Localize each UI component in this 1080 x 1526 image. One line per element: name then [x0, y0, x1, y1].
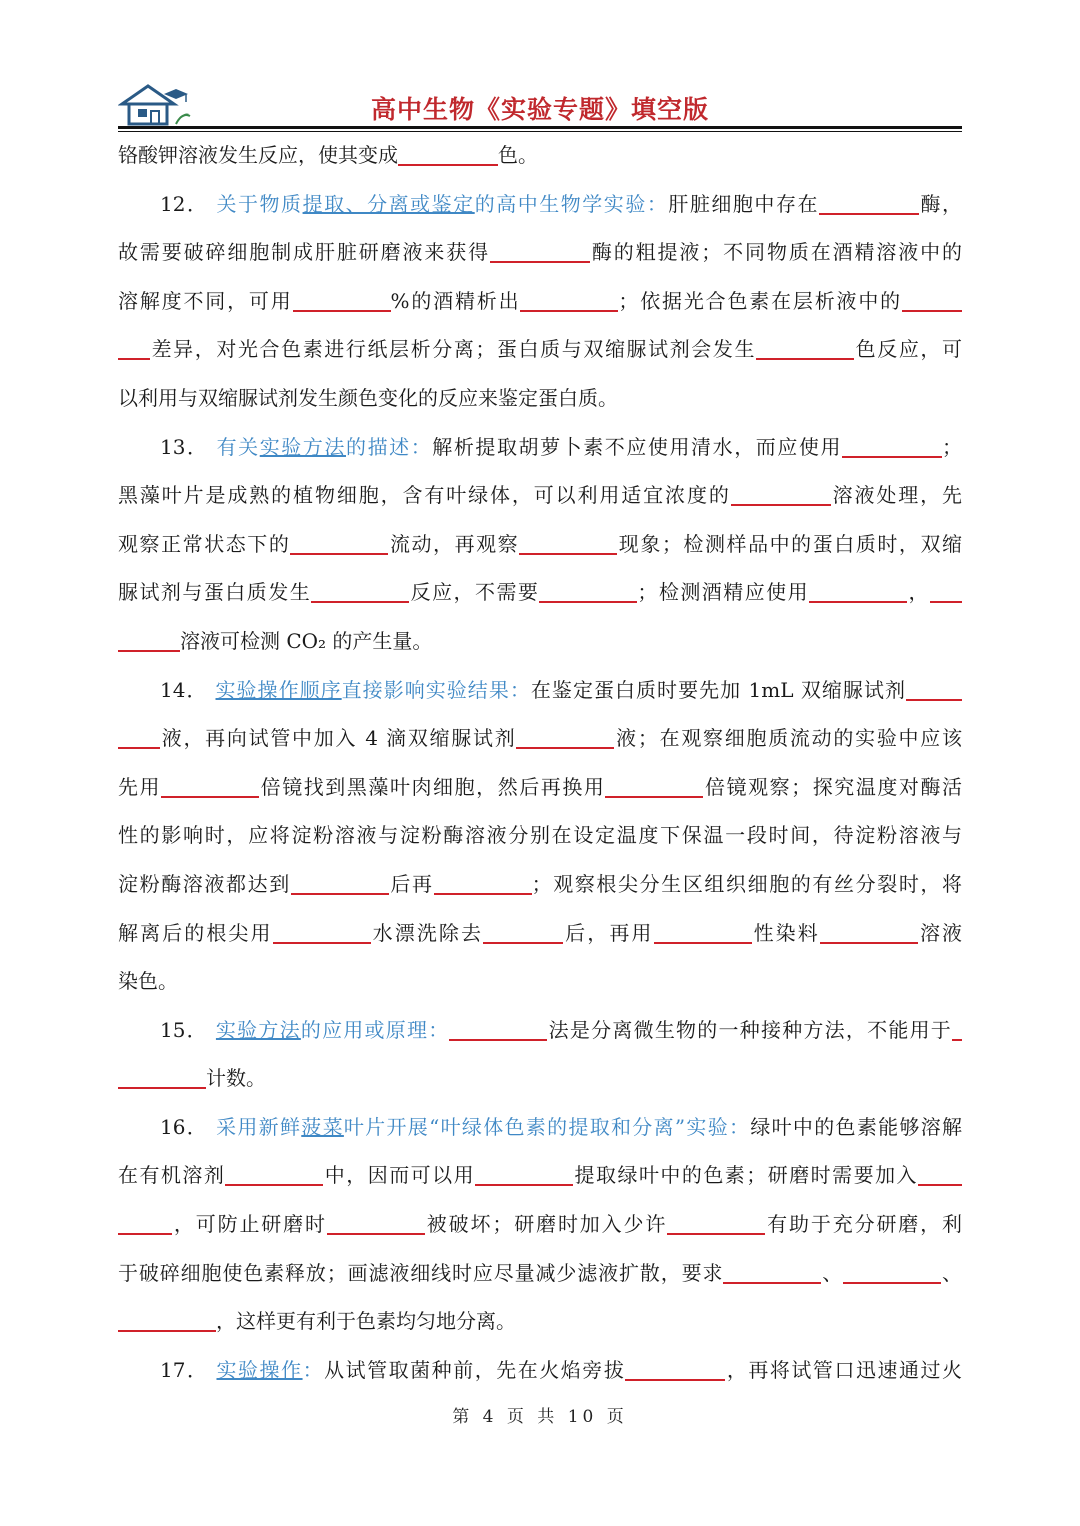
text-line: [118, 1006, 962, 1055]
question-topic: [216, 1018, 450, 1042]
line-text: 现象；检测样品中的蛋白质时，双缩: [617, 531, 962, 556]
text-line: [118, 957, 962, 1006]
answer-blank[interactable]: [654, 922, 752, 944]
line-text: 铬酸钾溶液发生反应，使其变成: [118, 143, 398, 167]
answer-blank[interactable]: [843, 1262, 941, 1284]
question-topic: [216, 1358, 324, 1382]
question-topic: [216, 678, 531, 702]
document-title: 高中生物《实验专题》填空版: [370, 95, 709, 124]
line-text: 性染料: [751, 920, 820, 945]
question-number: 12．: [160, 191, 209, 216]
topic-text: ：: [302, 1357, 325, 1382]
text-line: [118, 180, 962, 229]
line-text: 溶液可检测 CO₂ 的产生量。: [180, 628, 433, 653]
line-text: 提取绿叶中的色素；研磨时需要加入: [573, 1163, 919, 1188]
text-line: [118, 325, 962, 374]
header-rule-thick: [118, 126, 962, 129]
answer-blank[interactable]: [731, 484, 831, 506]
line-text: 后，再用: [563, 920, 654, 945]
answer-blank[interactable]: [161, 776, 259, 798]
text-line: [118, 471, 962, 520]
line-text: 、: [941, 1260, 962, 1285]
line-text: ，再将试管口迅速通过火: [725, 1357, 962, 1382]
line-text: 倍镜找到黑藻叶肉细胞，然后再换用: [259, 774, 606, 799]
topic-text: 的高中生物学实验：: [474, 191, 669, 216]
question-topic: [216, 192, 668, 216]
question-number: 14．: [160, 677, 208, 702]
answer-blank[interactable]: [820, 922, 918, 944]
worksheet-body: [118, 131, 962, 1394]
line-text: ；: [942, 434, 962, 459]
topic-keyword: 实验方法: [215, 1017, 301, 1042]
answer-blank[interactable]: [906, 679, 962, 701]
line-text: 肝脏细胞中存在: [668, 191, 819, 216]
answer-blank[interactable]: [516, 727, 614, 749]
text-line: [118, 131, 962, 180]
text-line: [118, 763, 962, 812]
line-text: 倍镜观察；探究温度对酶活: [703, 774, 962, 799]
answer-blank[interactable]: [475, 1164, 573, 1186]
line-text: 中，因而可以用: [323, 1163, 476, 1188]
topic-text: 有关: [216, 434, 260, 459]
text-line: [118, 666, 962, 715]
text-line: [118, 1151, 962, 1200]
answer-blank[interactable]: [756, 338, 854, 360]
answer-blank[interactable]: [539, 581, 637, 603]
answer-blank[interactable]: [273, 922, 371, 944]
line-text: 溶液: [917, 920, 962, 945]
line-text: 观察正常状态下的: [118, 531, 291, 556]
line-text: ；检测酒精应使用: [637, 580, 810, 605]
text-line: [118, 1346, 962, 1395]
answer-blank[interactable]: [490, 241, 590, 263]
line-text: 后再: [388, 871, 434, 896]
line-text: 酶，: [918, 191, 962, 216]
line-text: 先用: [118, 774, 162, 799]
line-text: 解析提取胡萝卜素不应使用清水，而应使用: [432, 434, 843, 459]
topic-keyword: 实验操作: [216, 1357, 303, 1382]
line-text: 故需要破碎细胞制成肝脏研磨液来获得: [118, 240, 490, 265]
text-line: [118, 1054, 962, 1103]
text-line: [118, 909, 962, 958]
line-text: 差异，对光合色素进行纸层析分离；蛋白质与双缩脲试剂会发生: [150, 337, 757, 362]
line-text: 反应，不需要: [409, 580, 540, 605]
line-text: ，: [907, 580, 931, 605]
line-text: 在有机溶剂: [118, 1163, 226, 1188]
answer-blank[interactable]: [723, 1262, 821, 1284]
answer-blank[interactable]: [449, 1019, 547, 1041]
answer-blank[interactable]: [809, 581, 907, 603]
answer-blank[interactable]: [118, 1310, 216, 1332]
answer-blank[interactable]: [311, 581, 409, 603]
line-text: 染色。: [118, 969, 178, 994]
answer-blank[interactable]: [952, 1019, 962, 1041]
answer-blank[interactable]: [327, 1213, 425, 1235]
line-text: 解离后的根尖用: [118, 920, 273, 945]
text-line: [118, 1249, 962, 1298]
answer-blank[interactable]: [118, 727, 160, 749]
line-text: ；观察根尖分生区组织细胞的有丝分裂时，将: [531, 871, 962, 896]
line-text: 性的影响时，应将淀粉溶液与淀粉酶溶液分别在设定温度下保温一段时间，待淀粉溶液与: [118, 823, 962, 848]
line-text: 水漂洗除去: [370, 920, 484, 945]
line-text: 溶液处理，先: [830, 483, 962, 508]
line-text: 在鉴定蛋白质时要先加 1mL 双缩脲试剂: [530, 677, 907, 702]
answer-blank[interactable]: [930, 581, 962, 603]
text-line: [118, 1297, 962, 1346]
line-text: 流动，再观察: [388, 531, 520, 556]
line-text: 计数。: [206, 1066, 266, 1091]
line-text: 有助于充分研磨，利: [765, 1212, 962, 1237]
question-topic: [216, 1115, 750, 1139]
question-number: 17．: [160, 1357, 209, 1382]
text-line: [118, 228, 962, 277]
topic-keyword: 提取、分离或鉴定: [302, 191, 475, 216]
topic-text: 的应用或原理：: [300, 1017, 450, 1042]
page-number: 第 4 页 共 10 页: [452, 1407, 628, 1427]
answer-blank[interactable]: [290, 533, 388, 555]
line-text: 液；在观察细胞质流动的实验中应该: [614, 726, 962, 751]
text-line: [118, 714, 962, 763]
text-line: [118, 568, 962, 617]
answer-blank[interactable]: [398, 144, 498, 166]
line-text: ；依据光合色素在层析液中的: [618, 288, 902, 313]
line-text: 从试管取菌种前，先在火焰旁拔: [324, 1357, 626, 1382]
text-line: [118, 617, 962, 666]
line-text: 色反应，可: [854, 337, 962, 362]
answer-blank[interactable]: [293, 290, 391, 312]
answer-blank[interactable]: [918, 1164, 962, 1186]
line-text: 以利用与双缩脲试剂发生颜色变化的反应来鉴定蛋白质。: [118, 385, 618, 410]
topic-text: 的描述：: [346, 434, 433, 459]
text-line: [118, 423, 962, 472]
line-text: 溶解度不同，可用: [118, 288, 293, 313]
page-header: [118, 78, 962, 130]
topic-keyword: 菠菜: [301, 1114, 344, 1139]
answer-blank[interactable]: [842, 436, 942, 458]
text-line: [118, 520, 962, 569]
text-line: [118, 811, 962, 860]
line-text: ，可防止研磨时: [172, 1212, 327, 1237]
text-line: [118, 374, 962, 423]
answer-blank[interactable]: [625, 1359, 725, 1381]
line-text: 绿叶中的色素能够溶解: [750, 1114, 962, 1139]
answer-blank[interactable]: [520, 290, 618, 312]
answer-blank[interactable]: [118, 1067, 206, 1089]
question-number: 15．: [160, 1017, 208, 1042]
topic-text: 叶片开展“叶绿体色素的提取和分离”实验：: [343, 1114, 751, 1139]
answer-blank[interactable]: [118, 630, 180, 652]
line-text: ，这样更有利于色素均匀地分离。: [216, 1309, 516, 1334]
answer-blank[interactable]: [483, 922, 563, 944]
answer-blank[interactable]: [118, 338, 150, 360]
answer-blank[interactable]: [225, 1164, 323, 1186]
line-text: 、: [821, 1260, 844, 1285]
line-text: %的酒精析出: [390, 288, 521, 313]
question-topic: [217, 435, 433, 459]
line-text: 黑藻叶片是成熟的植物细胞，含有叶绿体，可以利用适宜浓度的: [118, 483, 731, 508]
answer-blank[interactable]: [667, 1213, 765, 1235]
answer-blank[interactable]: [519, 533, 617, 555]
topic-keyword: 实验方法: [259, 434, 346, 459]
answer-blank[interactable]: [819, 193, 919, 215]
line-text: 液，再向试管中加入 4 滴双缩脲试剂: [160, 726, 517, 751]
line-text: 色。: [498, 143, 538, 167]
answer-blank[interactable]: [118, 1213, 172, 1235]
topic-text: 采用新鲜: [216, 1114, 302, 1139]
question-number: 13．: [160, 434, 209, 459]
line-text: 酶的粗提液；不同物质在酒精溶液中的: [590, 240, 962, 265]
topic-text: 直接影响实验结果：: [341, 677, 531, 702]
line-text: 淀粉酶溶液都达到: [118, 871, 291, 896]
text-line: [118, 277, 962, 326]
answer-blank[interactable]: [291, 873, 389, 895]
line-text: 脲试剂与蛋白质发生: [118, 580, 312, 605]
question-number: 16．: [160, 1114, 209, 1139]
topic-keyword: 实验操作顺序: [215, 677, 342, 702]
answer-blank[interactable]: [902, 290, 962, 312]
line-text: 法是分离微生物的一种接种方法，不能用于: [547, 1017, 953, 1042]
text-line: [118, 1103, 962, 1152]
text-line: [118, 860, 962, 909]
answer-blank[interactable]: [605, 776, 703, 798]
answer-blank[interactable]: [434, 873, 532, 895]
line-text: 被破坏；研磨时加入少许: [424, 1212, 668, 1237]
topic-text: 关于物质: [216, 191, 303, 216]
text-line: [118, 1200, 962, 1249]
line-text: 于破碎细胞使色素释放；画滤液细线时应尽量减少滤液扩散，要求: [118, 1260, 724, 1285]
